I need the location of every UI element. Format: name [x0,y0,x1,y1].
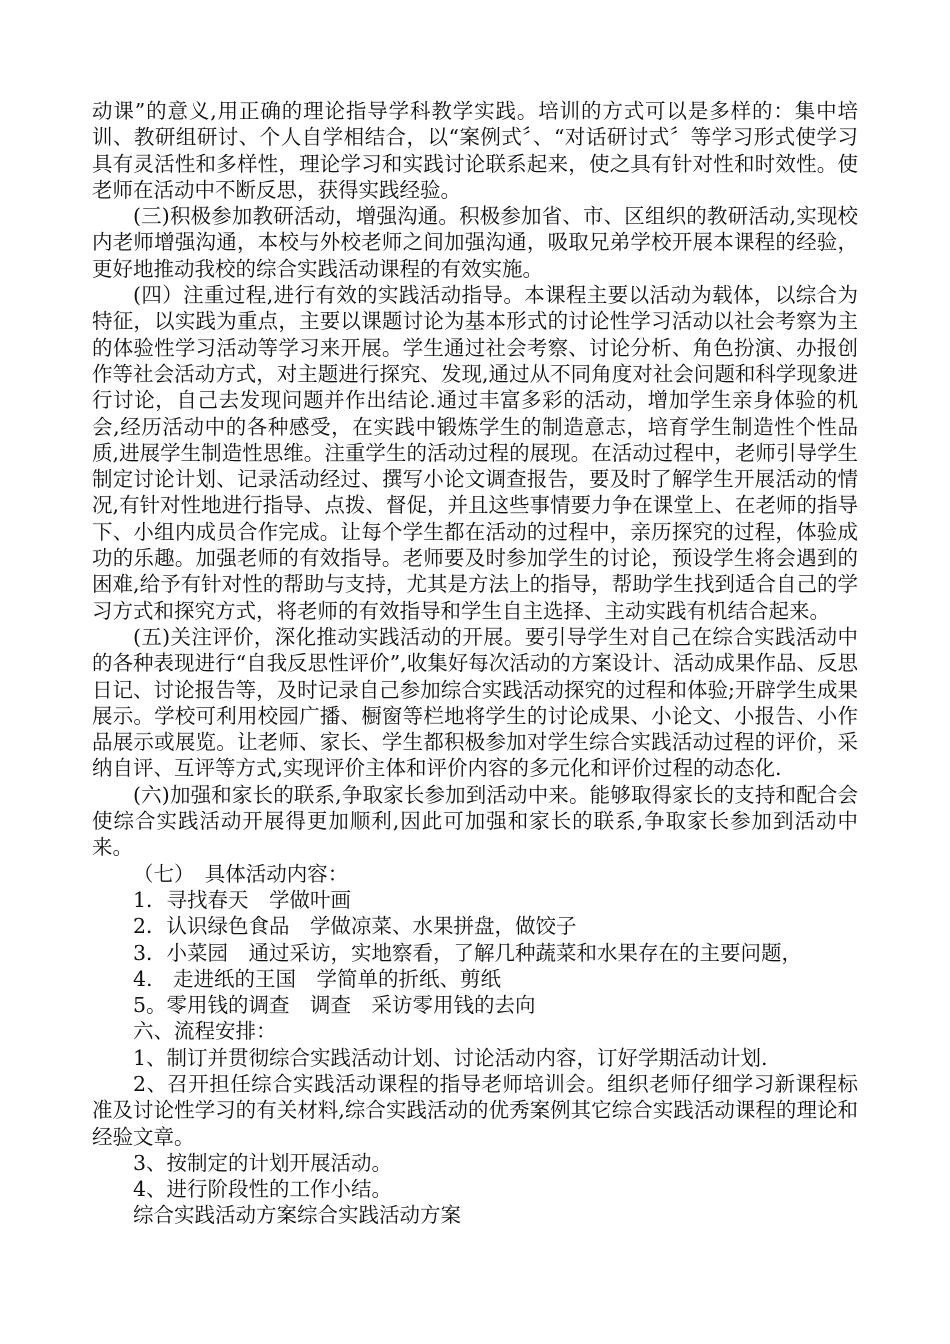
paragraph-intro: 动课”的意义,用正确的理论指导学科教学实践。培训的方式可以是多样的：集中培训、教研组研讨、个人自学相结合，以“案例式〞、“对话研讨式〞等学习形式使学习具有灵活性和多样性，理论学习和实践讨论联系起来，使之具有针对性和时效性。使老师在活动中不断反思，获得实践经验。 [92,99,858,202]
section-7-heading: （七） 具体活动内容： [133,861,349,886]
process-step-1: 1、制订并贯彻综合实践活动计划、讨论活动内容，订好学期活动计划. [133,1045,768,1070]
process-step-4: 4、进行阶段性的工作小结。 [133,1177,393,1202]
paragraph-section-5: (五)关注评价，深化推动实践活动的开展。要引导学生对自己在综合实践活动中的各种表现进行“自我反思性评价”,收集好每次活动的方案设计、活动成果作品、反思日记、讨论报告等，及时记录自己参加综合实践活动探究的过程和体验;开辟学生成果展示。学校可利用校园广播、橱窗等栏地将学生的讨论成果、小论文、小报告、小作品展示或展览。让老师、家长、学生都积极参加对学生综合实践活动过程的评价，采纳自评、互评等方式,实现评价主体和评价内容的多元化和评价过程的动态化. [92,624,858,781]
process-heading: 六、流程安排： [133,1019,277,1044]
closing-line: 综合实践活动方案综合实践活动方案 [133,1203,461,1228]
activity-item-1: 1．寻找春天 学做叶画 [133,887,352,912]
paragraph-section-6: (六)加强和家长的联系,争取家长参加到活动中来。能够取得家长的支持和配合会使综合实践活动开展得更加顺利,因此可加强和家长的联系,争取家长参加到活动中来。 [92,782,858,860]
activity-item-4: 4. 走进纸的王国 学简单的折纸、剪纸 [133,966,502,991]
process-step-2: 2、召开担任综合实践活动课程的指导老师培训会。组织老师仔细学习新课程标准及讨论性学习的有关材料,综合实践活动的优秀案例其它综合实践活动课程的理论和经验文章。 [92,1071,858,1149]
activity-item-2: 2．认识绿色食品 学做凉菜、水果拼盘，做饺子 [133,914,577,939]
activity-item-3: 3．小菜园 通过采访，实地察看，了解几种蔬菜和水果存在的主要问题， [133,940,803,965]
process-step-3: 3、按制定的计划开展活动。 [133,1150,393,1175]
activity-item-5: 5。零用钱的调查 调查 采访零用钱的去向 [133,993,536,1018]
paragraph-section-4: (四）注重过程,进行有效的实践活动指导。本课程主要以活动为载体，以综合为特征，以实践为重点，主要以课题讨论为基本形式的讨论性学习活动以社会考察为主的体验性学习活动等学习来开展。学生通过社会考察、讨论分析、角色扮演、办报创作等社会活动方式，对主题进行探究、发现,通过从不同角度对社会问题和科学现象进行讨论，自己去发现问题并作出结论.通过丰富多彩的活动，增加学生亲身体验的机会,经历活动中的各种感受，在实践中锻炼学生的制造意志，培育学生制造性个性品质,进展学生制造性思维。注重学生的活动过程的展现。在活动过程中，老师引导学生制定讨论计划、记录活动经过、撰写小论文调查报告，要及时了解学生开展活动的情况,有针对性地进行指导、点拨、督促，并且这些事情要力争在课堂上、在老师的指导下、小组内成员合作完成。让每个学生都在活动的过程中，亲历探究的过程，体验成功的乐趣。加强老师的有效指导。老师要及时参加学生的讨论，预设学生将会遇到的困难,给予有针对性的帮助与支持，尤其是方法上的指导，帮助学生找到适合自己的学习方式和探究方式，将老师的有效指导和学生自主选择、主动实践有机结合起来。 [92,283,858,623]
paragraph-section-3: (三)积极参加教研活动，增强沟通。积极参加省、市、区组织的教研活动,实现校内老师增强沟通，本校与外校老师之间加强沟通，吸取兄弟学校开展本课程的经验，更好地推动我校的综合实践活动课程的有效实施。 [92,204,858,281]
